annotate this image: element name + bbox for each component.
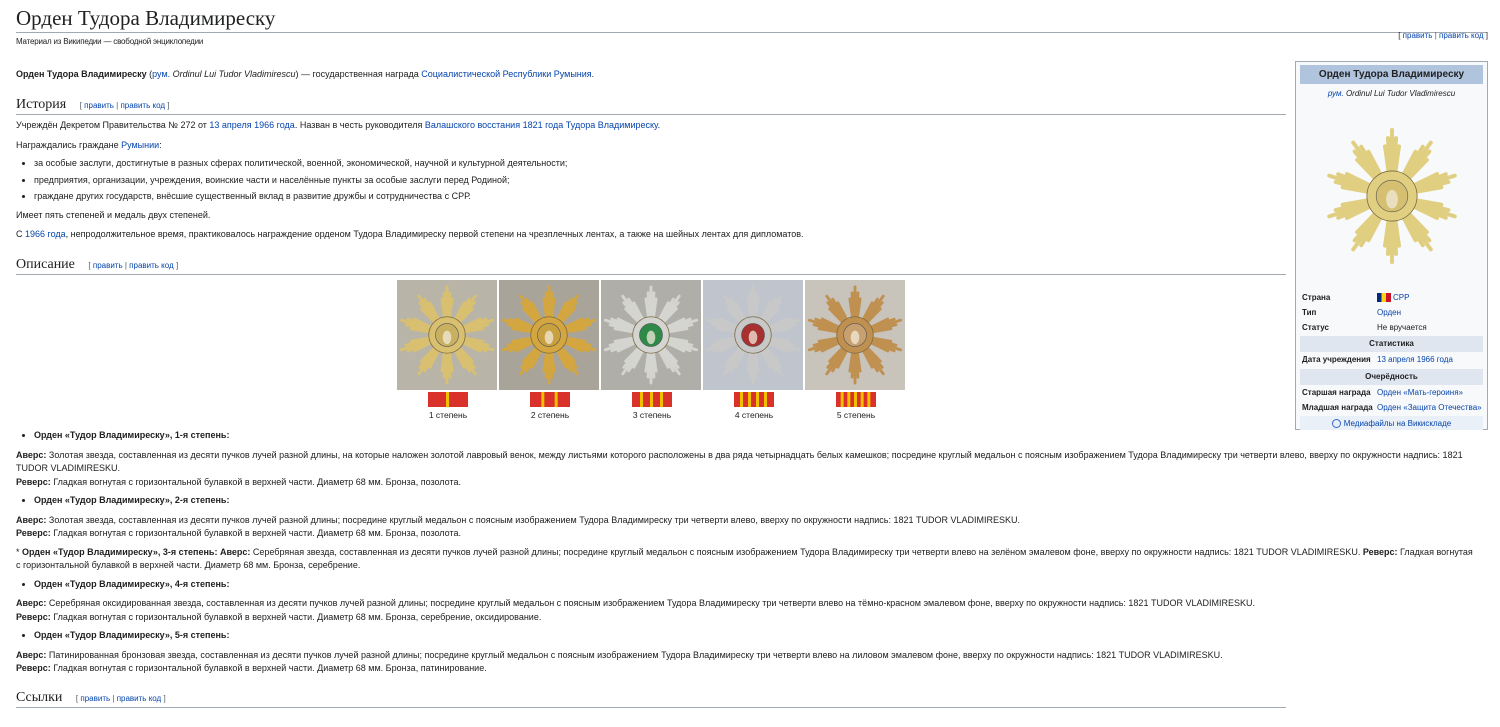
avers-label: Аверс: xyxy=(16,649,47,660)
degree-2-avers xyxy=(16,514,1486,528)
degree-4-title-text: Орден «Тудор Владимиреску», 4-я степень: xyxy=(34,578,230,589)
degree-1-title-text: Орден «Тудор Владимиреску», 1-я степень: xyxy=(34,430,230,441)
infobox-row-country xyxy=(1300,291,1483,306)
degree-1-title xyxy=(34,429,1486,443)
ribbon-stripe xyxy=(867,392,870,407)
history-edit-section: [ править | править код ] xyxy=(79,100,170,110)
srr-link[interactable]: Социалистической Республики Румыния xyxy=(421,69,592,80)
ribbon-stripe xyxy=(640,392,643,407)
page-title: Орден Тудора Владимиреску xyxy=(16,0,1486,33)
lead-paragraph: Орден Тудора Владимиреску (рум. Ordinul Lui Tudor Vladimirescu) — государственная награда Социалистической Республики Румыния. xyxy=(16,69,595,80)
infobox-row-status xyxy=(1300,321,1483,336)
ribbon-stripe xyxy=(764,392,767,407)
infobox-subtitle xyxy=(1300,84,1483,103)
ribbon-bar-icon xyxy=(530,392,570,407)
history-p2-text-a: Награждались граждане xyxy=(16,139,122,150)
infobox-title: Орден Тудора Владимиреску xyxy=(1300,65,1483,84)
top-edit-links: [ править | править код ] xyxy=(1398,31,1488,40)
romanian-name: Ordinul Lui Tudor Vladimirescu xyxy=(172,69,296,80)
description-heading xyxy=(16,255,1286,276)
history-heading xyxy=(16,95,1286,116)
revers-label: Реверс: xyxy=(1360,546,1398,557)
gallery-caption: 4 степень xyxy=(734,410,774,421)
avers-label: Аверс: xyxy=(217,546,251,557)
degree-5-list xyxy=(16,629,1486,643)
commons-link[interactable]: Медиафайлы на Викискладе xyxy=(1343,418,1452,428)
gallery-item[interactable] xyxy=(397,280,499,422)
avers-label: Аверс: xyxy=(16,514,47,525)
gallery-caption: 3 степень xyxy=(632,410,672,421)
history-p1 xyxy=(16,119,1486,133)
gallery-item[interactable] xyxy=(499,280,601,422)
infobox-row-senior xyxy=(1300,386,1483,401)
avers-text: Серебряная оксидированная звезда, составленная из десяти пучков лучей разной длины; посредине круглый медальон с поясным изображением Тудора Владимиреску три четверти влево на тёмно-красном эмалевом фоне, вверху по окружности надпись: 1821 TUDOR VLADIMIRESKU. xyxy=(46,598,1255,609)
type-link[interactable]: Орден xyxy=(1377,307,1402,317)
infobox-label: Статус xyxy=(1302,322,1329,332)
links-heading-text: Ссылки xyxy=(16,689,63,705)
avers-text: Золотая звезда, составленная из десяти пучков лучей разной длины, на которые наложен золотой лавровый венок, между листьями которого расположены в два ряда четырнадцать белых камешков; посредине круглый медальон с поясным изображением Тудора Владимиреску три четверти влево, вверху по окружности надпись: 1821 TUDOR VLADIMIRESKU. xyxy=(16,449,1463,474)
history-edit-code-link[interactable]: править код xyxy=(120,100,166,110)
degree-4-revers xyxy=(16,611,1486,625)
awardees-list xyxy=(16,157,1486,204)
ribbon-bar-icon xyxy=(836,392,876,407)
uprising-link[interactable]: Валашского восстания 1821 года xyxy=(424,120,564,131)
list-item: • граждане других государств, внёсшие существенный вклад в развитие дружбы и сотрудничества с СРР. xyxy=(34,190,1486,204)
romania-flag-icon xyxy=(1377,293,1391,302)
avers-text: Патинированная бронзовая звезда, составленная из десяти пучков лучей разной длины; посредине круглый медальон с поясным изображением Тудора Владимиреску три четверти влево на лиловом эмалевом фоне, вверху по окружности надпись: 1821 TUDOR VLADIMIRESKU. xyxy=(46,649,1223,660)
gallery-item[interactable] xyxy=(805,280,907,422)
infobox-order-image[interactable] xyxy=(1323,106,1461,286)
revers-text: Гладкая вогнутая с горизонтальной булавкой в верхней части. Диаметр 68 мм. Бронза, позолота. xyxy=(50,528,461,539)
infobox-row-junior xyxy=(1300,401,1483,416)
ribbon-bar-icon xyxy=(734,392,774,407)
order-star-image xyxy=(1323,106,1461,286)
history-p1-text-d: . xyxy=(657,120,661,131)
links-edit-section: [ править | править код ] xyxy=(75,693,166,703)
gallery-caption: 5 степень xyxy=(836,410,876,421)
degree-1-revers xyxy=(16,476,1486,490)
junior-award-link[interactable]: Орден «Защита Отечества» xyxy=(1377,402,1482,412)
gallery-item[interactable] xyxy=(601,280,703,422)
revers-label: Реверс: xyxy=(16,611,51,622)
infobox-subtitle-text: Ordinul Lui Tudor Vladimirescu xyxy=(1345,89,1456,98)
lead-bold-name: Орден Тудора Владимиреску xyxy=(16,69,147,80)
avers-text: Серебряная звезда, составленная из десяти пучков лучей разной длины; посредине круглый медальон с поясным изображением Тудора Владимиреску три четверти влево на зелёном эмалевом фоне, вверху по окружности надпись: 1821 TUDOR VLADIMIRESKU. xyxy=(250,546,1361,557)
avers-text: Золотая звезда, составленная из десяти пучков лучей разной длины; посредине круглый медальон с поясным изображением Тудора Владимиреску три четверти влево, вверху по окружности надпись: 1821 TUDOR VLADIMIRESKU. xyxy=(46,514,1021,525)
history-p2-text-b: : xyxy=(159,139,162,150)
description-heading-text: Описание xyxy=(16,256,75,272)
country-link[interactable]: СРР xyxy=(1393,293,1410,302)
degree-2-title-text: Орден «Тудор Владимиреску», 2-я степень: xyxy=(34,495,230,506)
article-content xyxy=(16,68,1486,708)
revers-label: Реверс: xyxy=(16,528,51,539)
revers-text: Гладкая вогнутая с горизонтальной булавкой в верхней части. Диаметр 68 мм. Бронза, серебрение, оксидирование. xyxy=(50,611,542,622)
ribbon-stripe xyxy=(841,392,844,407)
infobox-lang-link[interactable]: рум. xyxy=(1327,89,1344,98)
romanian-lang-link[interactable]: рум. xyxy=(152,69,171,80)
ribbon-stripe xyxy=(861,392,864,407)
history-p4 xyxy=(16,228,1486,242)
ribbon-stripe xyxy=(650,392,653,407)
infobox-label: Тип xyxy=(1302,307,1317,317)
ribbon-stripe xyxy=(446,392,449,407)
date-link[interactable]: 13 апреля 1966 года xyxy=(1377,355,1453,365)
senior-award-link[interactable]: Орден «Мать-героиня» xyxy=(1377,388,1463,398)
infobox-value xyxy=(1377,293,1483,304)
links-heading xyxy=(16,688,1286,709)
portrait-bust xyxy=(1386,190,1398,208)
degree-5-avers xyxy=(16,649,1486,663)
order-degree-image xyxy=(703,280,803,390)
romania-link[interactable]: Румынии xyxy=(121,139,160,150)
avers-label: Аверс: xyxy=(16,449,47,460)
degree-4-title xyxy=(34,578,1486,592)
infobox xyxy=(1295,61,1488,430)
portrait-bust xyxy=(545,331,554,344)
revers-label: Реверс: xyxy=(16,663,51,674)
ribbon-stripe xyxy=(748,392,751,407)
description-edit-code-link[interactable]: править код xyxy=(129,260,174,270)
ribbon-base xyxy=(530,392,570,407)
site-tagline: Материал из Википедии — свободной энциклопедии xyxy=(16,37,204,47)
history-p4-text-b: , непродолжительное время, практиковалось награждение орденом Тудора Владимиреску первой степени на чрезплечных лентах, а также на шейных лентах для дипломатов. xyxy=(65,229,804,240)
revers-label: Реверс: xyxy=(16,476,51,487)
description-edit-link[interactable]: править xyxy=(92,260,123,270)
degree-1-list xyxy=(16,429,1486,443)
edit-code-link[interactable]: править код xyxy=(1439,31,1484,40)
history-p1-text-a: Учреждён Декретом Правительства № 272 от xyxy=(16,120,210,131)
portrait-bust xyxy=(443,331,452,344)
order-degree-image xyxy=(601,280,701,390)
ribbon-stripe xyxy=(740,392,743,407)
degree-2-list xyxy=(16,494,1486,508)
history-p1-text-b: . Назван в честь руководителя xyxy=(294,120,425,131)
degree-5-title-text: Орден «Тудор Владимиреску», 5-я степень: xyxy=(34,630,230,641)
revers-text: Гладкая вогнутая с горизонтальной булавкой в верхней части. Диаметр 68 мм. Бронза, позолота. xyxy=(50,476,461,487)
degree-4-avers xyxy=(16,597,1486,611)
history-heading-text: История xyxy=(16,96,67,112)
infobox-value: Не вручается xyxy=(1377,322,1427,332)
infobox-row-date xyxy=(1300,353,1483,368)
tudor-link[interactable]: Тудора Владимиреску xyxy=(565,120,658,131)
order-degree-image xyxy=(397,280,497,390)
ribbon-bar-icon xyxy=(632,392,672,407)
portrait-bust xyxy=(749,331,758,344)
degree-5-revers xyxy=(16,662,1486,676)
degree-1-avers xyxy=(16,449,1476,476)
lead-text: ) — государственная награда xyxy=(295,69,422,80)
ribbon-stripe xyxy=(854,392,857,407)
list-item: • предприятия, организации, учреждения, воинские части и населённые пункты за особые заслуги перед Родиной; xyxy=(34,174,1486,188)
history-edit-link[interactable]: править xyxy=(84,100,114,110)
list-item: • за особые заслуги, достигнутые в разных сферах политической, военной, экономической, научной и культурной деятельности; xyxy=(34,157,1486,171)
history-p4-text-a: С xyxy=(16,229,25,240)
history-p3: Имеет пять степеней и медаль двух степеней. xyxy=(16,209,211,220)
degree-2-title xyxy=(34,494,1486,508)
history-p2 xyxy=(16,139,1486,153)
degree-4-list xyxy=(16,578,1486,592)
gallery-caption: 1 степень xyxy=(428,410,468,421)
revers-text: Гладкая вогнутая с горизонтальной булавкой в верхней части. Диаметр 68 мм. Бронза, серебрение. xyxy=(16,546,1473,571)
infobox-order-header: Очерёдность xyxy=(1300,369,1483,385)
degree-5-title xyxy=(34,629,1486,643)
order-degree-image xyxy=(805,280,905,390)
ribbon-stripe xyxy=(555,392,558,407)
degree-3-title-text: Орден «Тудор Владимиреску», 3-я степень: xyxy=(22,546,218,557)
ribbon-stripe xyxy=(660,392,663,407)
ribbon-stripe xyxy=(847,392,850,407)
infobox-label: Младшая награда xyxy=(1302,402,1373,412)
portrait-bust xyxy=(647,331,656,344)
description-edit-section: [ править | править код ] xyxy=(88,260,179,270)
degree-3-prefix: * xyxy=(16,546,23,557)
year-link[interactable]: 1966 года xyxy=(25,229,66,240)
ribbon-stripe xyxy=(756,392,759,407)
avers-label: Аверс: xyxy=(16,598,47,609)
commons-icon xyxy=(1332,419,1341,428)
infobox-label: Старшая награда xyxy=(1302,388,1371,398)
links-edit-code-link[interactable]: править код xyxy=(116,693,162,703)
infobox-footer xyxy=(1300,416,1483,430)
infobox-stats-header: Статистика xyxy=(1300,336,1483,352)
infobox-label: Страна xyxy=(1302,293,1331,302)
portrait-bust xyxy=(851,331,860,344)
ribbon-stripe xyxy=(541,392,544,407)
infobox-label: Дата учреждения xyxy=(1302,355,1371,365)
ribbon-bar-icon xyxy=(428,392,468,407)
degree-2-revers xyxy=(16,527,1486,541)
edit-link[interactable]: править xyxy=(1402,31,1433,40)
degree-3-paragraph xyxy=(16,546,1476,573)
gallery-item[interactable] xyxy=(703,280,805,422)
links-edit-link[interactable]: править xyxy=(80,693,111,703)
revers-text: Гладкая вогнутая с горизонтальной булавкой в верхней части. Диаметр 68 мм. Бронза, патинирование. xyxy=(50,663,487,674)
date-link[interactable]: 13 апреля 1966 года xyxy=(209,120,295,131)
order-degree-image xyxy=(499,280,599,390)
gallery-caption: 2 степень xyxy=(530,410,570,421)
infobox-row-type xyxy=(1300,306,1483,321)
lead-end: . xyxy=(591,69,595,80)
